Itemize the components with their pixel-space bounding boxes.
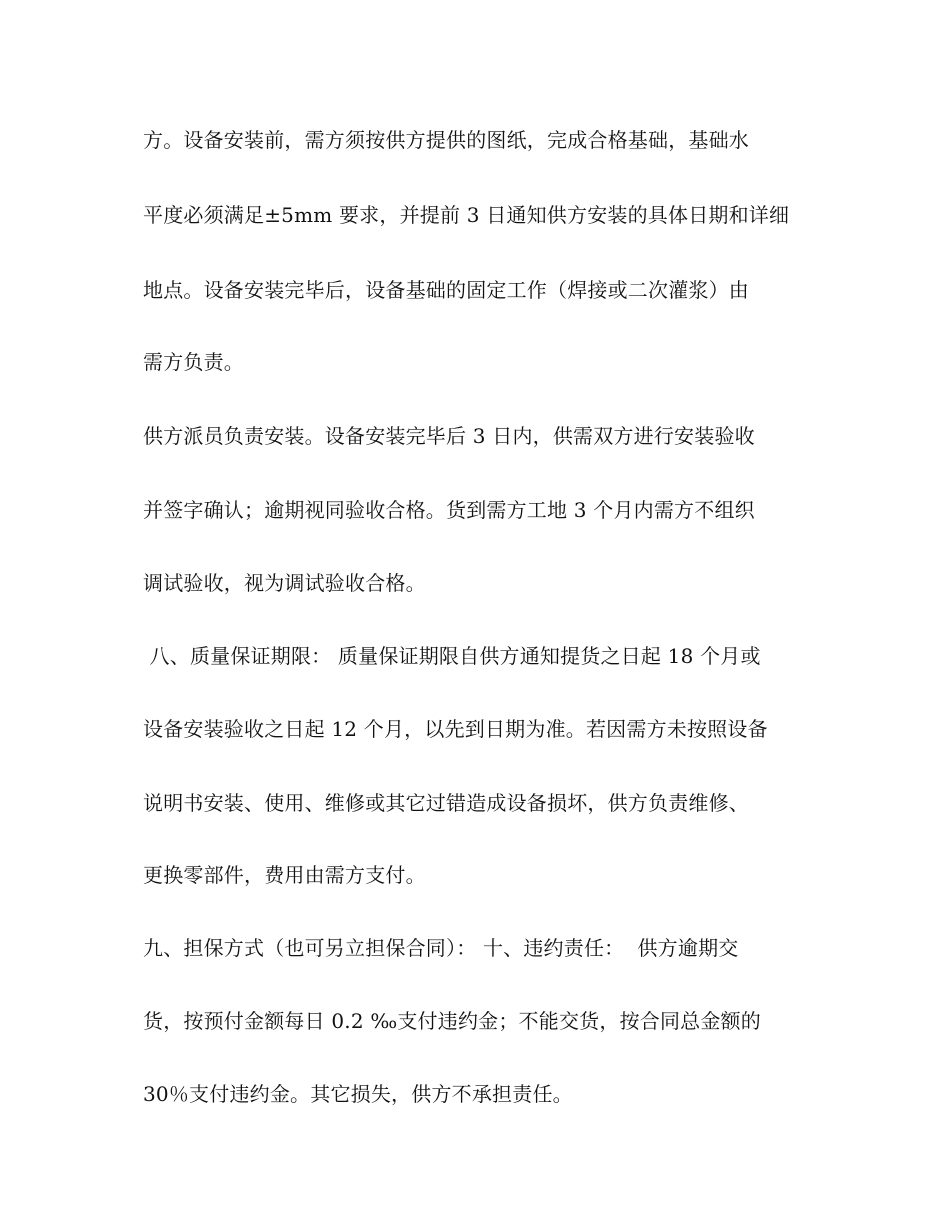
text-line: 更换零部件，费用由需方支付。 bbox=[143, 863, 426, 887]
text-line: 设备安装验收之日起 12 个月，以先到日期为准。若因需方未按照设备 bbox=[143, 717, 768, 741]
text-line: 平度必须满足±5mm 要求，并提前 3 日通知供方安装的具体日期和详细 bbox=[143, 203, 790, 227]
section-heading-line: 八、质量保证期限： 质量保证期限自供方通知提货之日起 18 个月或 bbox=[143, 644, 761, 668]
text-line: 并签字确认；逾期视同验收合格。货到需方工地 3 个月内需方不组织 bbox=[143, 498, 755, 522]
text-line: 说明书安装、使用、维修或其它过错造成设备损坏，供方负责维修、 bbox=[143, 791, 749, 815]
text-line: 需方负责。 bbox=[143, 350, 244, 374]
text-line: 方。设备安装前，需方须按供方提供的图纸，完成合格基础，基础水 bbox=[143, 128, 749, 152]
text-line: 供方派员负责安装。设备安装完毕后 3 日内，供需双方进行安装验收 bbox=[143, 424, 755, 448]
text-line: 地点。设备安装完毕后，设备基础的固定工作（焊接或二次灌浆）由 bbox=[143, 278, 749, 302]
text-line: 货，按预付金额每日 0.2 ‰支付违约金；不能交货，按合同总金额的 bbox=[143, 1009, 761, 1033]
text-line: 30％支付违约金。其它损失，供方不承担责任。 bbox=[143, 1082, 573, 1106]
text-line: 调试验收，视为调试验收合格。 bbox=[143, 571, 426, 595]
section-heading-line: 九、担保方式（也可另立担保合同）： 十、违约责任： 供方逾期交 bbox=[143, 936, 739, 960]
